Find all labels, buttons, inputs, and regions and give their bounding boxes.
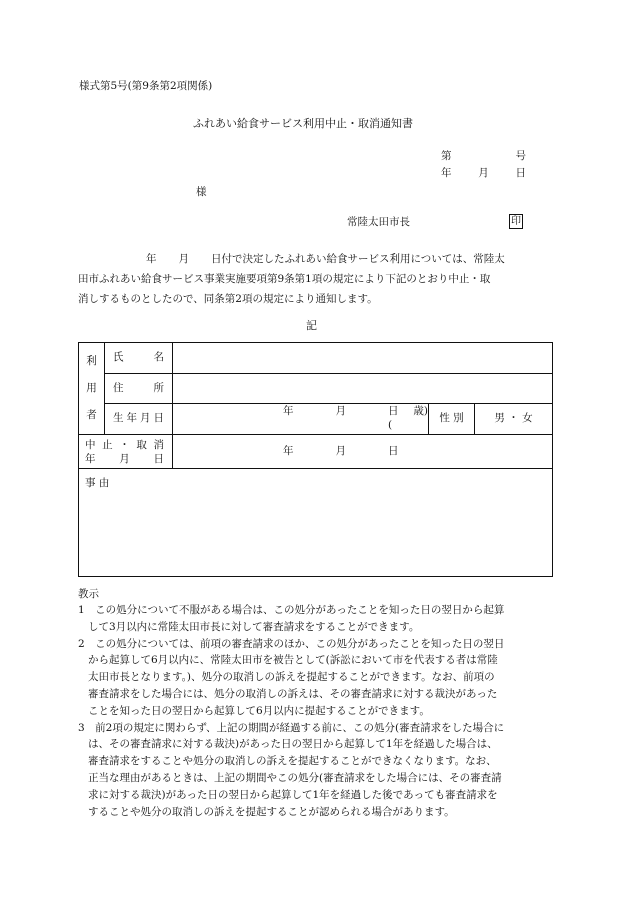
cancel-day: 日 <box>388 444 399 457</box>
address-label: 住 所 <box>105 374 173 404</box>
kyoji-line: 審査請求をすることや処分の取消しの訴えを提起することができなくなります。なお、 <box>88 755 497 768</box>
kyoji-line: から起算して6月以内に、常陸太田市を被告として(訴訟において市を代表する者は常陸 <box>88 654 498 667</box>
cancel-year: 年 <box>283 444 294 457</box>
kyoji-heading: 教示 <box>78 588 99 600</box>
reason-field[interactable] <box>79 469 553 577</box>
kyoji-text <box>78 602 554 820</box>
name-label: 氏 名 <box>105 343 173 374</box>
kyoji-line: 3 前2項の規定に関わらず、上記の期間が経過する前に、この処分(審査請求をした場合に <box>78 721 505 734</box>
notice-body <box>78 249 553 309</box>
kyoji-line: 2 この処分については、前項の審査請求のほか、この処分があったことを知った日の翌日 <box>78 637 505 650</box>
notice-line-2: 田市ふれあい給食サービス事業実施要項第9条第1項の規定により下記のとおり中止・取 <box>78 273 491 285</box>
notice-line-1: 年 月 日付で決定したふれあい給食サービス利用については、常陸太 <box>146 253 505 265</box>
reason-label: 事 由 <box>85 477 110 489</box>
sex-value[interactable]: 男 ・ 女 <box>475 404 553 435</box>
details-table <box>78 342 553 577</box>
body-month: 月 <box>178 253 189 265</box>
issue-date-day: 日 <box>515 167 526 179</box>
address-field[interactable] <box>173 374 553 404</box>
kyoji-line: 太田市長となります。)、処分の取消しの訴えを提起することができます。なお、前項の <box>88 671 495 684</box>
dob-field[interactable] <box>173 404 429 435</box>
dob-day: 日( <box>388 405 399 431</box>
dob-year: 年 <box>283 405 294 418</box>
dob-label: 生年月日 <box>105 404 173 435</box>
kyoji-line: して3月以内に常陸太田市長に対して審査請求をすることができます。 <box>88 620 420 633</box>
addressee-suffix: 様 <box>196 186 207 198</box>
issue-date-year: 年 <box>441 167 452 179</box>
kyoji-line: することや処分の取消しの訴えを提起することが認められる場合があります。 <box>88 805 455 818</box>
seal-mark: 印 <box>511 216 521 227</box>
sex-label: 性 別 <box>429 404 475 435</box>
body-year: 年 <box>146 253 157 265</box>
form-number: 様式第5号(第9条第2項関係) <box>79 80 213 92</box>
kyoji-line: 1 この処分について不服がある場合は、この処分があったことを知った日の翌日から起算 <box>78 604 505 616</box>
kyoji-line: 求に対する裁決)があった日の翌日から起算して1年を経過した後であっても審査請求を <box>88 788 498 801</box>
document-number-line <box>441 150 526 164</box>
cancel-date-label: 中止・取消 年 月 日 <box>79 435 173 469</box>
doc-number-go: 号 <box>515 150 526 162</box>
cancel-month: 月 <box>335 444 346 457</box>
kyoji-line: 審査請求をした場合には、処分の取消しの訴えは、その審査請求に対する裁決があった <box>88 687 498 700</box>
ki-heading: 記 <box>306 319 317 332</box>
dob-age: 歳) <box>413 405 428 418</box>
user-group-label: 利 用 者 <box>79 343 105 435</box>
sender-name: 常陸太田市長 <box>347 216 410 228</box>
kyoji-line: ことを知った日の翌日から起算して6月以内に提起することができます。 <box>88 704 430 717</box>
document-title: ふれあい給食サービス利用中止・取消通知書 <box>193 117 413 130</box>
kyoji-line: 正当な理由があるときは、上記の期間やこの処分(審査請求をした場合には、その審査請 <box>88 771 502 784</box>
issue-date-line <box>441 167 526 181</box>
notice-line-3: 消しするものとしたので、同条第2項の規定により通知します。 <box>78 293 378 305</box>
kyoji-line: は、その審査請求に対する裁決)があった日の翌日から起算して1年を経過した場合は、 <box>88 738 498 751</box>
issue-date-month: 月 <box>478 167 489 179</box>
doc-number-dai: 第 <box>441 150 452 162</box>
name-field[interactable] <box>173 343 553 374</box>
cancel-date-field[interactable] <box>173 435 553 469</box>
dob-month: 月 <box>335 405 346 418</box>
